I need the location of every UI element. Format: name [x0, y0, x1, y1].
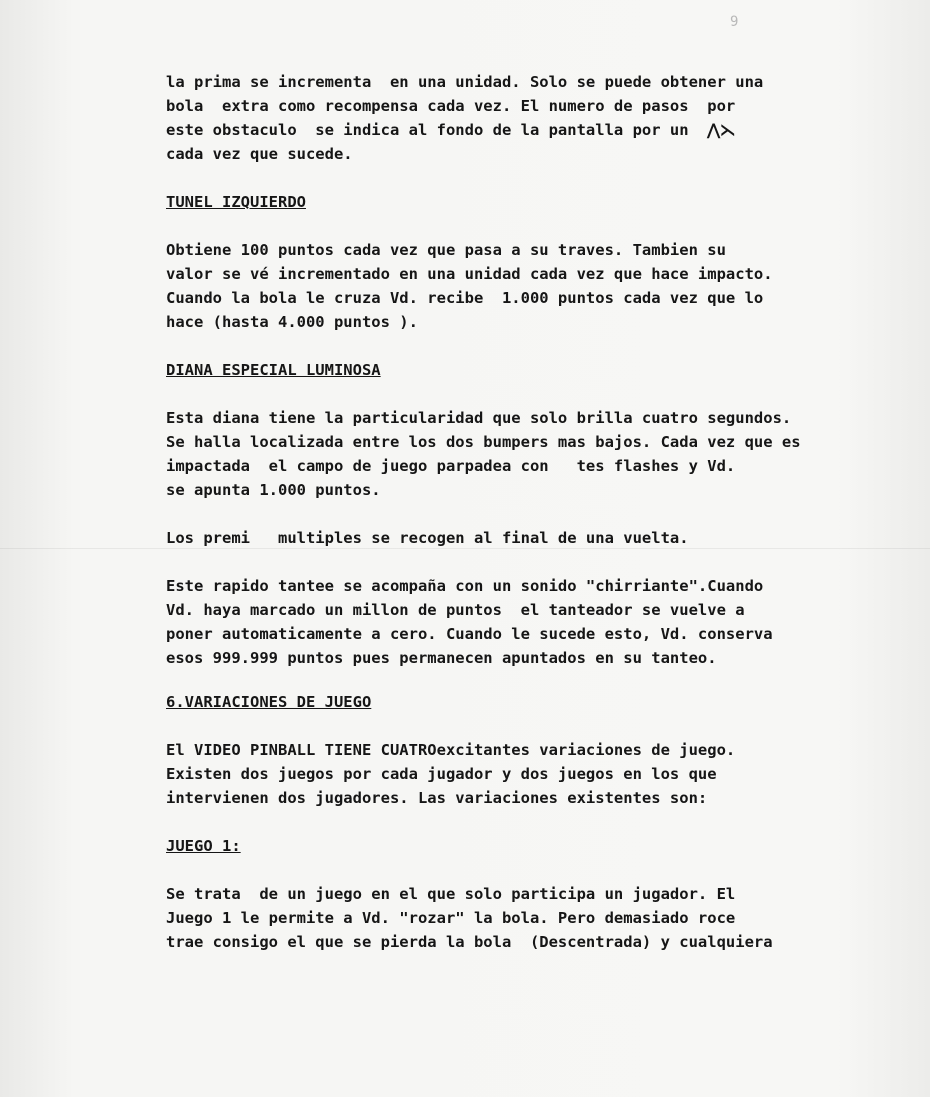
text-line: trae consigo el que se pierda la bola (Descentrada) y cualquiera — [166, 933, 773, 951]
section-heading: DIANA ESPECIAL LUMINOSA — [166, 361, 381, 379]
text-line: bola extra como recompensa cada vez. El numero de pasos por — [166, 97, 736, 115]
text-line: Se trata de un juego en el que solo participa un jugador. El — [166, 885, 736, 903]
paragraph-gap — [166, 858, 856, 882]
text-line: Cuando la bola le cruza Vd. recibe 1.000 puntos cada vez que lo — [166, 289, 764, 307]
paragraph — [166, 70, 856, 166]
text-line: Esta diana tiene la particularidad que solo brilla cuatro segundos. — [166, 409, 792, 427]
paragraph-gap — [166, 334, 856, 358]
paragraph — [166, 882, 856, 954]
paragraph — [166, 406, 856, 502]
text-line: Obtiene 100 puntos cada vez que pasa a su traves. Tambien su — [166, 241, 726, 259]
text-line: Vd. haya marcado un millon de puntos el tanteador se vuelve a — [166, 601, 745, 619]
page-number: 9 — [730, 14, 739, 30]
paragraph-gap — [166, 214, 856, 238]
text-line: se apunta 1.000 puntos. — [166, 481, 381, 499]
text-line: cada vez que sucede. — [166, 145, 353, 163]
text-line: Existen dos juegos por cada jugador y dos juegos en los que — [166, 765, 717, 783]
paragraph-gap — [166, 810, 856, 834]
paragraph-gap — [166, 714, 856, 738]
paragraph — [166, 738, 856, 810]
text-line: El VIDEO PINBALL TIENE CUATROexcitantes variaciones de juego. — [166, 741, 736, 759]
text-line: valor se vé incrementado en una unidad cada vez que hace impacto. — [166, 265, 773, 283]
text-line: la prima se incrementa en una unidad. Solo se puede obtener una — [166, 73, 764, 91]
text-line: poner automaticamente a cero. Cuando le sucede esto, Vd. conserva — [166, 625, 773, 643]
paragraph-gap — [166, 166, 856, 190]
text-line: intervienen dos jugadores. Las variaciones existentes son: — [166, 789, 708, 807]
paragraph — [166, 574, 856, 670]
text-line: hace (hasta 4.000 puntos ). — [166, 313, 418, 331]
section-heading: JUEGO 1: — [166, 837, 241, 855]
document-body — [166, 70, 856, 954]
paragraph-gap — [166, 670, 856, 690]
paragraph-gap — [166, 382, 856, 406]
section-heading: TUNEL IZQUIERDO — [166, 193, 306, 211]
paragraph — [166, 526, 856, 550]
paragraph-gap — [166, 550, 856, 574]
text-line: este obstaculo se indica al fondo de la pantalla por un ⋀⋋ — [166, 121, 736, 139]
text-line: Se halla localizada entre los dos bumpers mas bajos. Cada vez que es — [166, 433, 801, 451]
text-line: Juego 1 le permite a Vd. "rozar" la bola. Pero demasiado roce — [166, 909, 736, 927]
section-heading: 6.VARIACIONES DE JUEGO — [166, 693, 372, 711]
text-line: esos 999.999 puntos pues permanecen apuntados en su tanteo. — [166, 649, 717, 667]
text-line: Los premi multiples se recogen al final de una vuelta. — [166, 529, 689, 547]
text-line: Este rapido tantee se acompaña con un sonido "chirriante".Cuando — [166, 577, 764, 595]
paragraph — [166, 238, 856, 334]
paragraph-gap — [166, 502, 856, 526]
text-line: impactada el campo de juego parpadea con tes flashes y Vd. — [166, 457, 736, 475]
